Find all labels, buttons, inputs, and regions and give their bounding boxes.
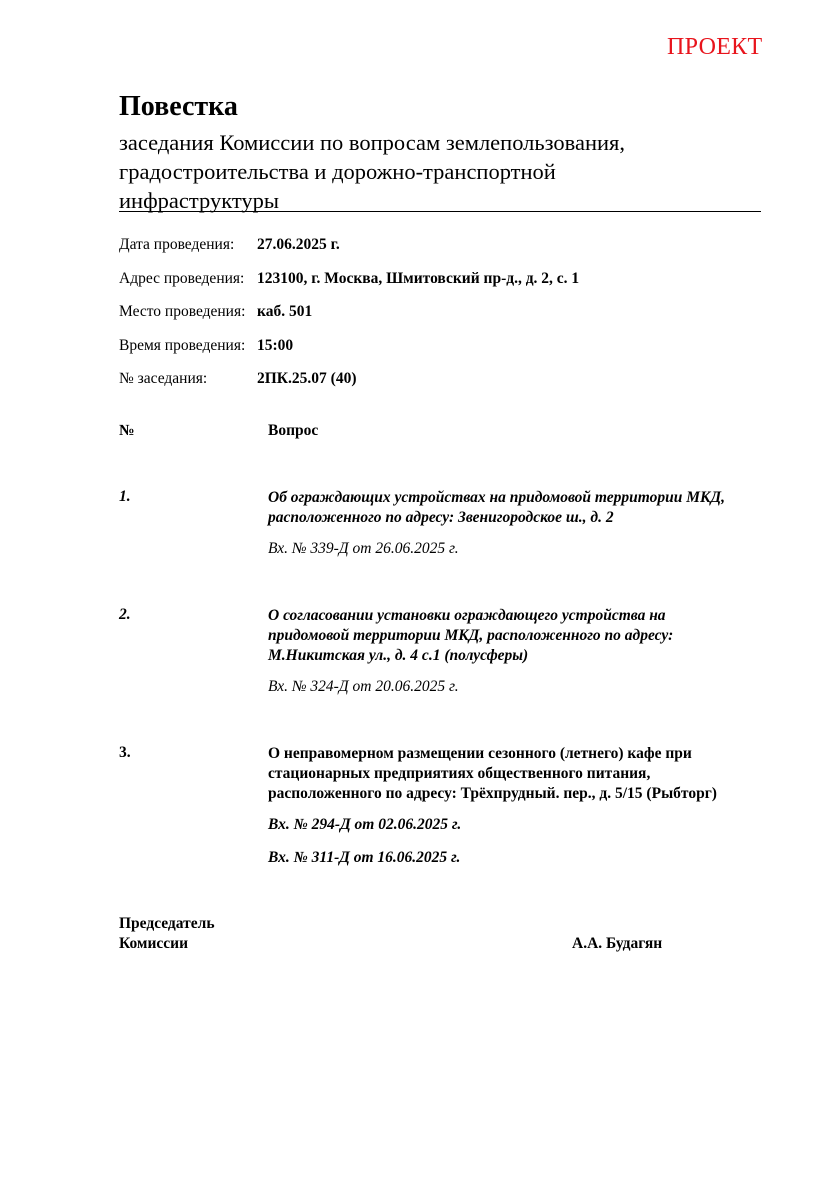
meeting-place-label: Место проведения: <box>119 303 246 320</box>
agenda-item-reference: Вх. № 294-Д от 02.06.2025 г. <box>268 816 462 833</box>
meeting-date-label: Дата проведения: <box>119 236 235 253</box>
agenda-item-question <box>268 744 768 804</box>
document-title: Повестка <box>119 91 238 122</box>
agenda-number-header: № <box>119 422 135 439</box>
agenda-item-reference: Вх. № 339-Д от 26.06.2025 г. <box>268 540 459 557</box>
agenda-item-number: 3. <box>119 744 131 761</box>
subtitle-line: заседания Комиссии по вопросам землепользования, <box>119 130 626 155</box>
signature-name: А.А. Будагян <box>572 935 663 952</box>
question-line: О согласовании установки ограждающего устройства на <box>268 607 666 624</box>
meeting-date-value: 27.06.2025 г. <box>257 236 340 253</box>
meeting-time-value: 15:00 <box>257 337 294 354</box>
signature-position <box>119 914 215 954</box>
agenda-item-number: 1. <box>119 488 131 505</box>
subtitle-line: инфраструктуры <box>119 188 279 213</box>
question-line: расположенного по адресу: Звенигородское ш., д. 2 <box>268 509 614 526</box>
signature-position-line: Председатель <box>119 915 215 932</box>
agenda-item-number: 2. <box>119 606 131 623</box>
meeting-address-label: Адрес проведения: <box>119 270 245 287</box>
question-line: придомовой территории МКД, расположенного по адресу: <box>268 627 674 644</box>
question-line: стационарных предприятиях общественного питания, <box>268 765 651 782</box>
meeting-address-value: 123100, г. Москва, Шмитовский пр-д., д. 2, с. 1 <box>257 270 580 287</box>
question-line: расположенного по адресу: Трёхпрудный. пер., д. 5/15 (Рыбторг) <box>268 785 717 802</box>
title-underline <box>119 211 761 212</box>
subtitle-line: градостроительства и дорожно-транспортной <box>119 159 556 184</box>
agenda-item-reference: Вх. № 324-Д от 20.06.2025 г. <box>268 678 459 695</box>
signature-position-line: Комиссии <box>119 935 189 952</box>
agenda-item-question <box>268 488 768 528</box>
question-line: Об ограждающих устройствах на придомовой территории МКД, <box>268 489 725 506</box>
meeting-number-label: № заседания: <box>119 370 208 387</box>
agenda-item-reference: Вх. № 311-Д от 16.06.2025 г. <box>268 849 461 866</box>
draft-stamp: ПРОЕКТ <box>667 34 763 60</box>
document-subtitle <box>119 128 769 215</box>
meeting-place-value: каб. 501 <box>257 303 313 320</box>
question-line: М.Никитская ул., д. 4 с.1 (полусферы) <box>268 647 529 664</box>
meeting-number-value: 2ПК.25.07 (40) <box>257 370 357 387</box>
agenda-question-header: Вопрос <box>268 422 319 439</box>
agenda-item-question <box>268 606 768 666</box>
question-line: О неправомерном размещении сезонного (летнего) кафе при <box>268 745 692 762</box>
meeting-time-label: Время проведения: <box>119 337 246 354</box>
